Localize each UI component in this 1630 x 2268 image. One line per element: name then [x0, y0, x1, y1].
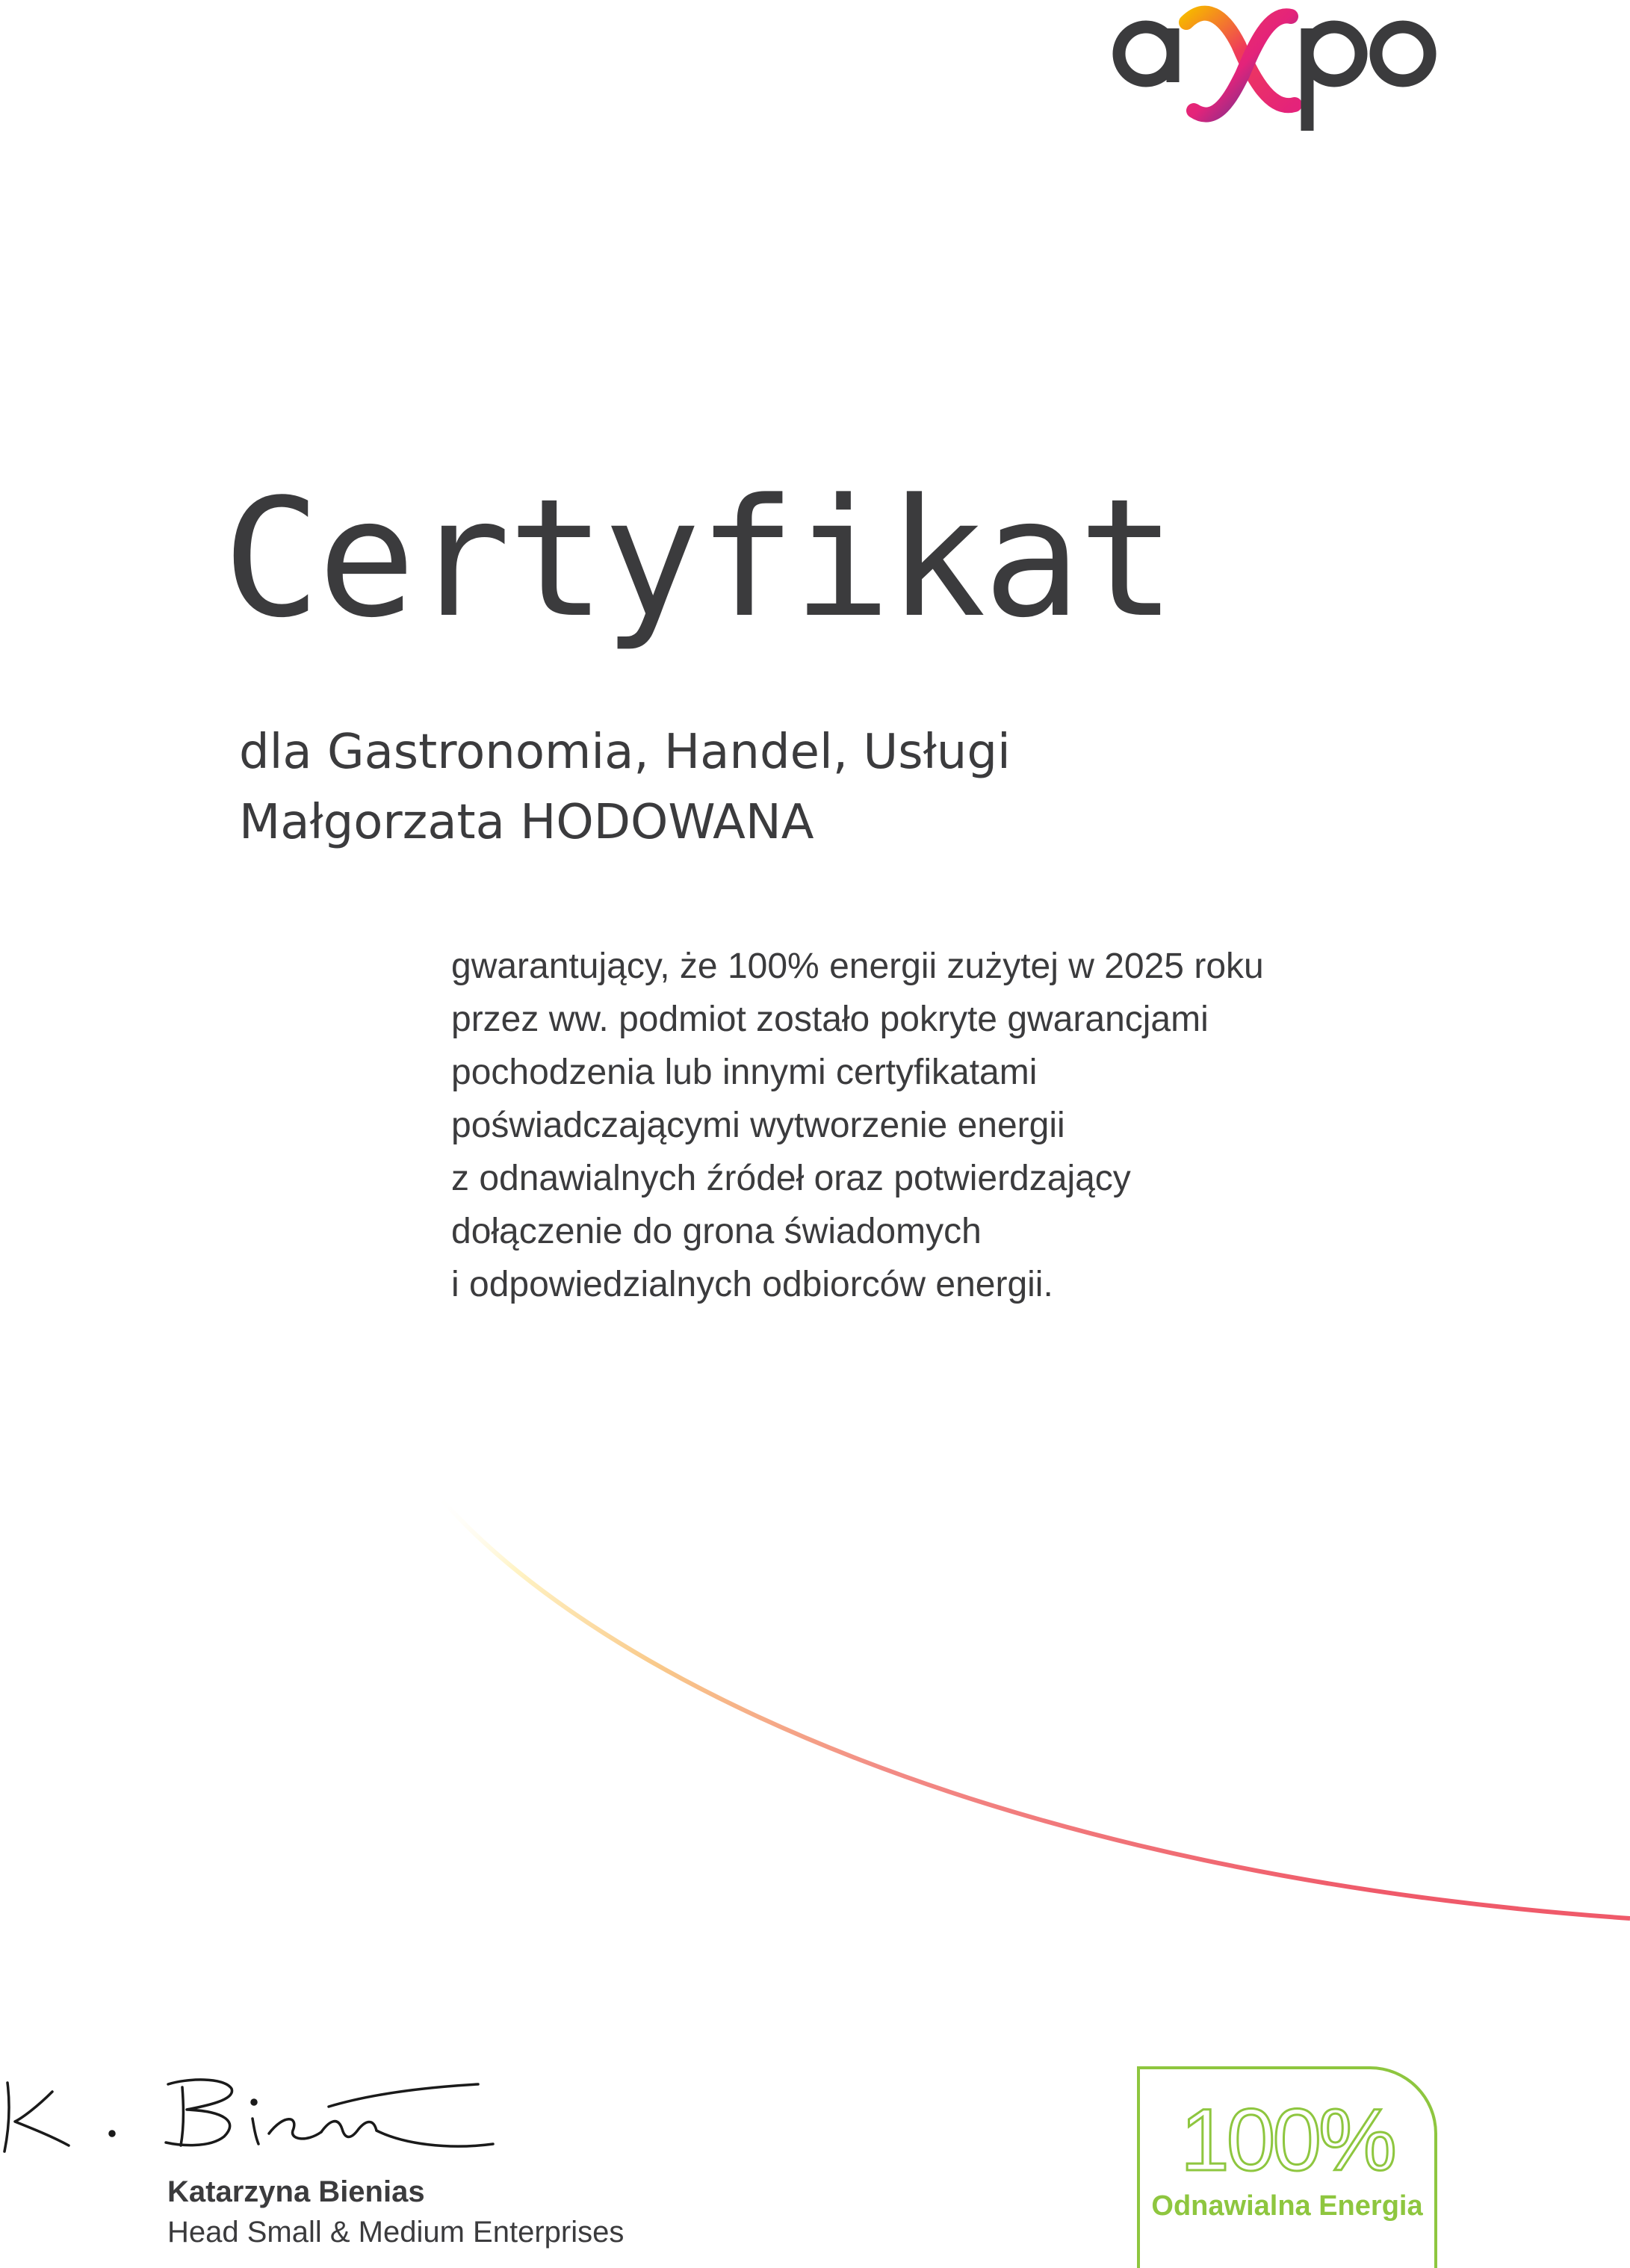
certificate-body: [451, 940, 1264, 1311]
signer-role: Head Small & Medium Enterprises: [167, 2216, 625, 2249]
logo-letter-p: [1307, 27, 1361, 131]
renewable-energy-badge: [1137, 2066, 1437, 2268]
recipient-line: Małgorzata HODOWANA: [239, 795, 814, 850]
logo-letter-a: [1119, 27, 1173, 82]
certificate-title: Certyfikat: [223, 465, 1174, 654]
logo-letter-o: [1376, 27, 1430, 81]
decorative-arc: [0, 1457, 1630, 1942]
body-line: poświadczającymi wytworzenie energii: [451, 1106, 1065, 1145]
body-line: gwarantujący, że 100% energii zużytej w 2025 roku: [451, 946, 1264, 986]
body-line: dołączenie do grona świadomych: [451, 1212, 982, 1251]
body-line: przez ww. podmiot zostało pokryte gwarancjami: [451, 1000, 1209, 1039]
badge-percent: 100%: [1180, 2091, 1394, 2190]
logo-letter-x: [1186, 13, 1295, 115]
recipient-block: [239, 717, 1011, 858]
badge-label: Odnawialna Energia: [1151, 2190, 1423, 2222]
recipient-line: dla Gastronomia, Handel, Usługi: [239, 725, 1011, 780]
axpo-logo: [1097, 0, 1440, 134]
signer-name: Katarzyna Bienias: [167, 2175, 425, 2208]
body-line: z odnawialnych źródeł oraz potwierdzający: [451, 1159, 1131, 1198]
handwritten-signature: [0, 2062, 508, 2159]
body-line: i odpowiedzialnych odbiorców energii.: [451, 1265, 1053, 1304]
body-line: pochodzenia lub innymi certyfikatami: [451, 1053, 1038, 1092]
